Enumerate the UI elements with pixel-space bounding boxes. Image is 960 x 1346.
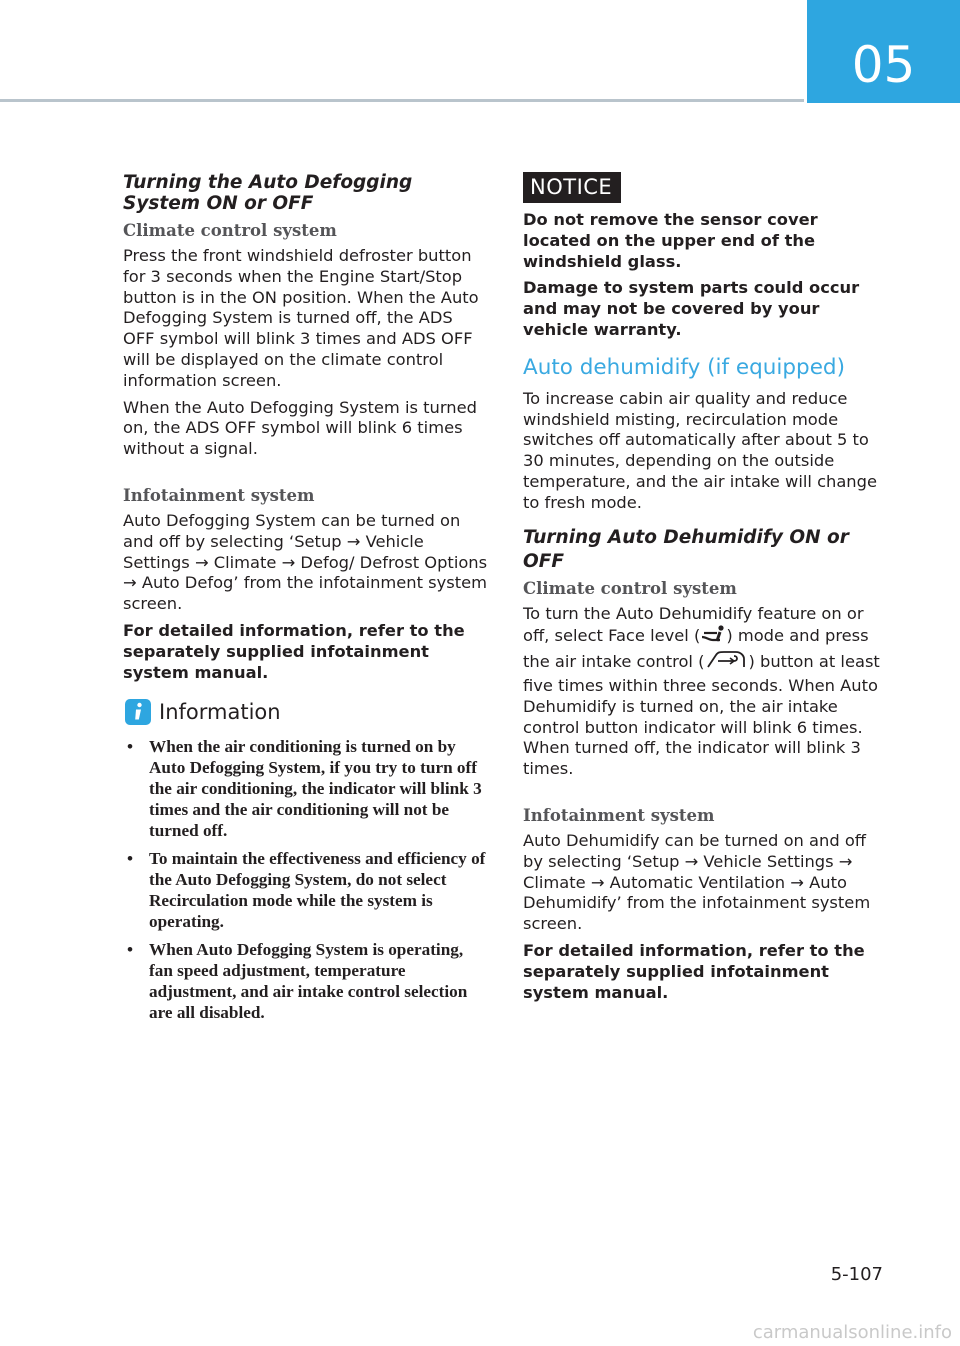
- paragraph-dehumidify-reference: For detailed information, refer to the separately supplied infotainment system manual.: [523, 940, 865, 1002]
- list-item: • To maintain the effectiveness and efficiency of the Auto Defogging System, do not select Recirculation mode while the system is operating.: [127, 849, 486, 932]
- paragraph-climate-2: When the Auto Defogging System is turned on, the ADS OFF symbol will blink 6 times without a signal.: [123, 397, 477, 459]
- subheading-climate-control: Climate control system: [523, 578, 737, 598]
- information-header: [125, 699, 488, 725]
- watermark: carmanualsonline.info: [752, 1322, 952, 1343]
- section-heading-dehumidify-onoff: Turning Auto Dehumidify ON or OFF: [523, 526, 849, 572]
- information-title: Information: [159, 700, 281, 725]
- list-item: • When the air conditioning is turned on by Auto Defogging System, if you try to turn off the air conditioning, the indicator will blink 3 times and the air conditioning will not be turned off.: [127, 737, 482, 841]
- list-item: • When Auto Defogging System is operating, fan speed adjustment, temperature adjustment, and air intake control selection are all disabled.: [127, 940, 468, 1023]
- face-level-icon: [700, 624, 726, 650]
- bullet-icon: •: [127, 940, 134, 960]
- bullet-icon: •: [127, 849, 134, 869]
- paragraph-infotainment: Auto Defogging System can be turned on and off by selecting ‘Setup → Vehicle Settings → Climate → Defog/ Defrost Options → Auto Defog’ from the infotainment system screen.: [123, 510, 488, 614]
- section-heading-auto-dehumidify: Auto dehumidify (if equipped): [523, 354, 845, 380]
- chapter-tab: [807, 0, 960, 103]
- left-column: [123, 172, 488, 1030]
- right-column: [523, 172, 888, 1009]
- paragraph-infotainment-reference: For detailed information, refer to the separately supplied infotainment system manual.: [123, 620, 465, 682]
- air-intake-icon: [704, 650, 748, 676]
- chapter-number: 05: [851, 36, 916, 94]
- paragraph-dehumidify-infotainment: Auto Dehumidify can be turned on and off by selecting ‘Setup → Vehicle Settings → Climate → Automatic Ventilation → Auto Dehumidify’ from the infotainment system screen.: [523, 830, 871, 934]
- section-heading-auto-defogging: Turning the Auto Defogging System ON or OFF: [123, 172, 413, 214]
- spacer: [123, 466, 488, 486]
- subheading-climate-control: Climate control system: [123, 221, 337, 240]
- information-bullet-list: [123, 736, 488, 1023]
- notice-paragraph-1: Do not remove the sensor cover located on the upper end of the windshield glass.: [523, 210, 818, 271]
- subheading-infotainment: Infotainment system: [523, 805, 715, 825]
- paragraph-dehumidify-climate: To turn the Auto Dehumidify feature on or off, select Face level ( ) mode and press the air intake control ( ) button at least five times within three seconds. When Auto Dehumidify is turned on, the air intake control button indicator will blink 6 times. When turned off, the indicator will blink 3 times.: [523, 603, 880, 779]
- page-number: 5-107: [830, 1264, 883, 1285]
- subheading-infotainment: Infotainment system: [123, 485, 315, 505]
- paragraph-dehumidify: To increase cabin air quality and reduce windshield misting, recirculation mode switches off automatically after about 5 to 30 minutes, depending on the outside temperature, and the air intake will change to fresh mode.: [523, 388, 877, 512]
- notice-paragraph-2: Damage to system parts could occur and may not be covered by your vehicle warranty.: [523, 278, 860, 339]
- spacer: [523, 786, 888, 806]
- bullet-icon: •: [127, 737, 134, 757]
- header-rule: [0, 99, 804, 102]
- notice-badge: NOTICE: [523, 172, 621, 203]
- information-icon: [125, 699, 151, 725]
- paragraph-climate-1: Press the front windshield defroster button for 3 seconds when the Engine Start/Stop button is in the ON position. When the Auto Defogging System is turned off, the ADS OFF symbol will blink 3 times and ADS OFF will be displayed on the climate control information screen.: [123, 246, 479, 390]
